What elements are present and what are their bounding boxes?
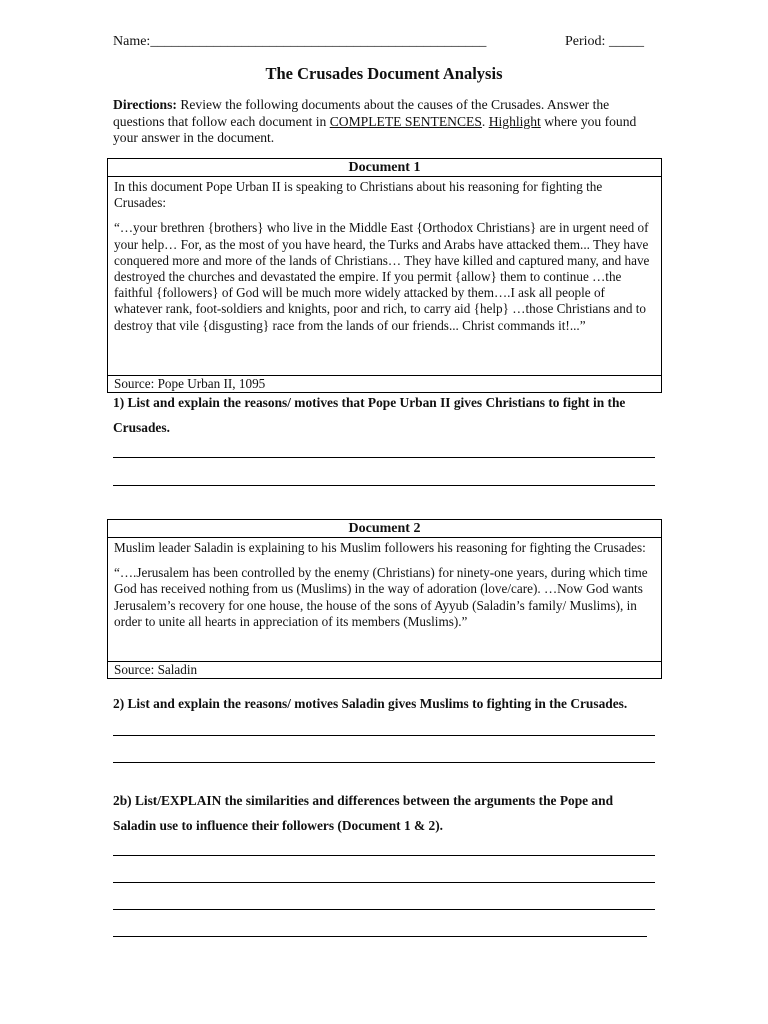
answer-line-q2-2[interactable]: [113, 762, 655, 763]
document-2-source: Source: Saladin: [114, 662, 198, 677]
directions-text-3: where you found your answer in the document.: [113, 113, 637, 145]
answer-line-q2-1[interactable]: [113, 735, 655, 736]
document-1-heading: Document 1: [108, 159, 661, 177]
question-2b: 2b) List/EXPLAIN the similarities and differences between the arguments the Pope and Saladin use to influence their followers (Document 1 & 2).: [113, 793, 614, 833]
directions-emphasis-complete-sentences: COMPLETE SENTENCES: [329, 113, 482, 129]
answer-line-q1-1[interactable]: [113, 457, 655, 458]
answer-line-q2b-2[interactable]: [113, 882, 655, 883]
document-2-box: [107, 519, 662, 679]
directions-paragraph: [113, 97, 658, 147]
period-field-label: Period: _____: [565, 34, 644, 49]
document-1-body: [108, 177, 661, 376]
directions-label: Directions:: [113, 97, 177, 112]
document-1-intro: In this document Pope Urban II is speaking to Christians about his reasoning for fighting the Crusades:: [114, 179, 603, 211]
directions-text-1: Review the following documents about the causes of the Crusades. Answer the questions that follow each document in: [113, 97, 610, 129]
document-1-quote: “…your brethren {brothers} who live in the Middle East {Orthodox Christians} are in urgent need of your help… For, as the most of you have heard, the Turks and Arabs have attacked them... They have conquered more and more of the lands of Christians… They have killed and captured many, and have destroyed the churches and devastated the empire. If you permit {allow} them to continue …the faithful {followers} of God will be much more widely attacked by them….I ask all people of whatever rank, foot-soldiers and knights, poor and rich, to carry aid {help} …those Christians and to destroy that vile {disgusting} race from the lands of our friends... Christ commands it!...”: [114, 220, 650, 333]
answer-line-q2b-4[interactable]: [113, 936, 647, 937]
directions-text-2: .: [481, 113, 489, 129]
document-2-quote: “….Jerusalem has been controlled by the enemy (Christians) for ninety-one years, during which time God has received nothing from us (Muslims) in the way of adoration (love/care). …Now God wants Jerusalem’s recovery for one house, the house of the sons of Ayyub (Saladin’s family/ Muslims), in order to unite all hearts in appreciation of its members (Muslims).”: [114, 565, 648, 629]
question-2: 2) List and explain the reasons/ motives Saladin gives Muslims to fighting in the Crusades.: [113, 696, 628, 711]
answer-line-q2b-1[interactable]: [113, 855, 655, 856]
answer-line-q1-2[interactable]: [113, 485, 655, 486]
document-1-box: [107, 158, 662, 393]
document-2-intro: Muslim leader Saladin is explaining to his Muslim followers his reasoning for fighting the Crusades:: [114, 540, 646, 555]
answer-line-q2b-3[interactable]: [113, 909, 655, 910]
document-1-source: Source: Pope Urban II, 1095: [114, 376, 266, 391]
question-1: 1) List and explain the reasons/ motives that Pope Urban II gives Christians to fight in the Crusades.: [113, 395, 626, 435]
document-2-body: [108, 538, 661, 662]
directions-emphasis-highlight: Highlight: [488, 113, 541, 129]
name-field-label: Name:________________________________________________: [113, 34, 487, 49]
page-title: The Crusades Document Analysis: [265, 64, 503, 83]
document-2-heading: Document 2: [108, 520, 661, 538]
